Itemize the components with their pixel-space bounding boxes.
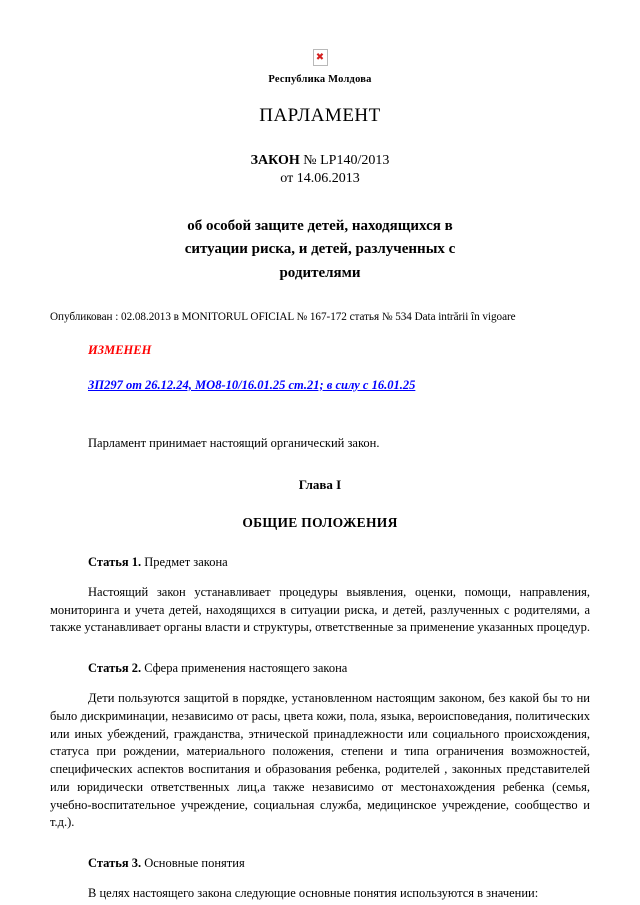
document-title-line-3: родителями bbox=[279, 264, 361, 281]
article-heading-3 bbox=[88, 856, 590, 871]
amendment-link[interactable]: ЗП297 от 26.12.24, МО8-10/16.01.25 ст.21; в силу с 16.01.25 bbox=[88, 377, 416, 392]
article-heading-2 bbox=[88, 661, 590, 676]
article-number-3: Статья 3. bbox=[88, 856, 142, 870]
broken-image-container bbox=[50, 0, 590, 66]
article-body-3: В целях настоящего закона следующие основные понятия используются в значении: bbox=[88, 886, 539, 900]
law-label: ЗАКОН bbox=[250, 153, 300, 168]
article-number-1: Статья 1. bbox=[88, 554, 142, 569]
article-body-2: Дети пользуются защитой в порядке, установленном настоящим законом, без какой бы то ни было дискриминации, независимо от расы, цвета кожи, пола, языка, вероисповедания, политических или иных убеждений, гражданства, этнической принадлежности или социального происхождения, статуса при рождении, материального положения, степени и типа ограничения возможностей, специфических аспектов воспитания и образования ребенка, родителей , законных представителей или юридически ответственных лиц,а также независимо от местонахождения ребенка (семья, учебно-воспитательное учреждение, социальная служба, медицинское учреждение, сообщество и т.д.). bbox=[50, 691, 590, 830]
chapter-number: Глава I bbox=[298, 476, 342, 492]
document-title-line-1: об особой защите детей, находящихся в bbox=[187, 218, 453, 234]
intro-paragraph: Парламент принимает настоящий органический закон. bbox=[88, 435, 380, 450]
chapter-title: ОБЩИЕ ПОЛОЖЕНИЯ bbox=[242, 514, 398, 530]
document-title bbox=[118, 215, 522, 285]
article-title-1: Предмет закона bbox=[144, 554, 228, 569]
country-name: Республика Молдова bbox=[268, 74, 372, 85]
law-date: от 14.06.2013 bbox=[280, 171, 360, 186]
law-number-line bbox=[50, 153, 590, 169]
document-title-line-2: ситуации риска, и детей, разлученных с bbox=[184, 241, 456, 258]
status-badge: ИЗМЕНЕН bbox=[88, 342, 152, 357]
article-body-1: Настоящий закон устанавливает процедуры выявления, оценки, помощи, направления, мониторинга и учета детей, находящихся в ситуации риска, и детей, разлученных с родителями, а также устанавливает органы власти и структуры, ответственные за применение указанных процедур. bbox=[50, 584, 591, 635]
publication-info: Опубликован : 02.08.2013 в MONITORUL OFICIAL № 167-172 статья № 534 Data intrării în vigoare bbox=[50, 310, 516, 323]
article-title-3: Основные понятия bbox=[144, 856, 245, 870]
article-heading-1 bbox=[88, 555, 590, 570]
law-number: № LP140/2013 bbox=[303, 153, 390, 168]
broken-image-x-glyph: ✖ bbox=[315, 51, 325, 63]
article-title-2: Сфера применения настоящего закона bbox=[144, 661, 348, 675]
article-number-2: Статья 2. bbox=[88, 661, 142, 675]
institution-name: ПАРЛАМЕНТ bbox=[259, 105, 381, 126]
broken-image-icon bbox=[313, 49, 328, 66]
amendment-link-row bbox=[50, 358, 590, 394]
